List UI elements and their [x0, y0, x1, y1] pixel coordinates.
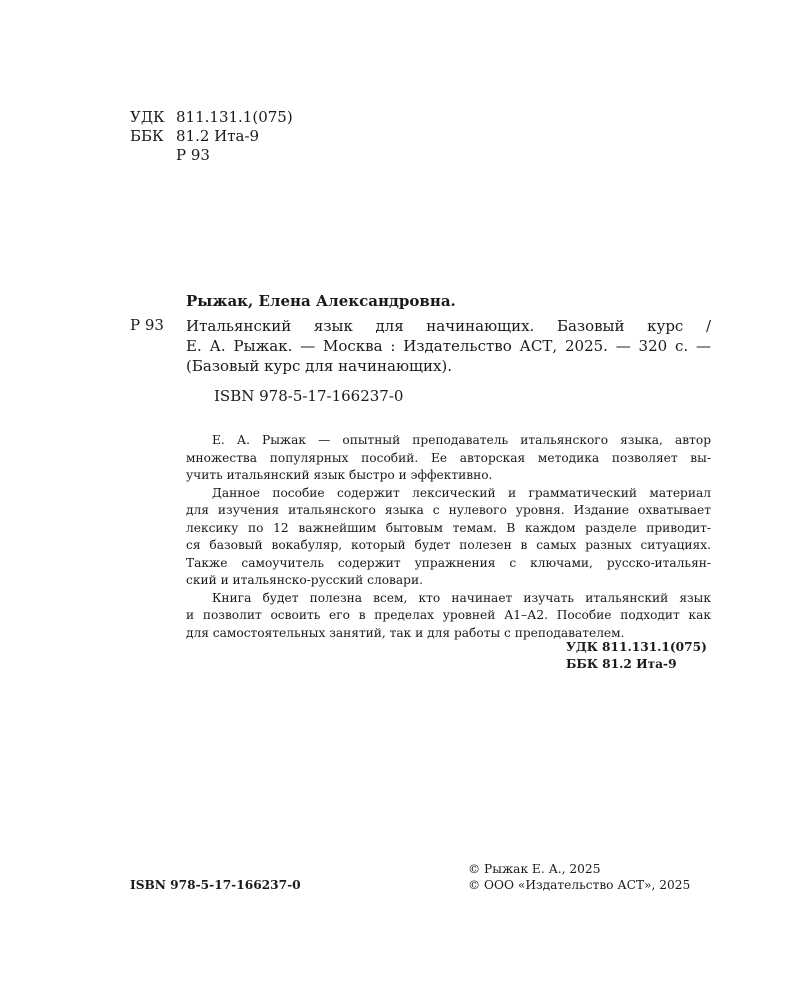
author-sign: Р 93	[176, 146, 210, 164]
biblio-line: Е. А. Рыжак. — Москва : Издательство АСТ, 2025. — 320 с. —	[186, 337, 711, 355]
annotation-line: для изучения итальянского языка с нулевого уровня. Издание охватывает	[186, 503, 711, 517]
udk-value: 811.131.1(075)	[176, 108, 293, 126]
annotation-line: множества популярных пособий. Ее авторская методика позволяет вы-	[186, 450, 711, 465]
annotation-line: Также самоучитель содержит упражнения с ключами, русско-итальян-	[186, 555, 711, 570]
biblio-line: (Базовый курс для начинающих).	[186, 357, 453, 375]
bbk-label: ББК	[130, 127, 164, 145]
author-name: Рыжак, Елена Александровна.	[186, 292, 456, 310]
annotation-line: для самостоятельных занятий, так и для работы с преподавателем.	[186, 625, 625, 640]
bottom-udk: УДК 811.131.1(075)	[566, 640, 707, 654]
annotation-line: лексику по 12 важнейшим бытовым темам. В каждом разделе приводит-	[186, 520, 711, 535]
annotation-line: и позволит освоить его в пределах уровней А1–А2. Пособие подходит как	[186, 608, 711, 622]
copyright-publisher: © ООО «Издательство АСТ», 2025	[468, 878, 691, 892]
annotation-line: ся базовый вокабуляр, который будет полезен в самых разных ситуациях.	[186, 538, 711, 552]
biblio-line: Итальянский язык для начинающих. Базовый курс /	[186, 317, 711, 335]
isbn-line: ISBN 978-5-17-166237-0	[214, 387, 404, 405]
bottom-bbk: ББК 81.2 Ита-9	[566, 657, 677, 671]
entry-author-sign: Р 93	[130, 316, 164, 334]
bbk-value: 81.2 Ита-9	[176, 127, 260, 145]
annotation-line: ский и итальянско-русский словари.	[186, 573, 423, 587]
annotation-line: Данное пособие содержит лексический и грамматический материал	[212, 485, 711, 500]
annotation	[186, 432, 711, 642]
annotation-paragraph	[186, 485, 711, 590]
annotation-paragraph	[186, 432, 711, 485]
annotation-line: Е. А. Рыжак — опытный преподаватель итальянского языка, автор	[212, 433, 711, 447]
annotation-line: учить итальянский язык быстро и эффективно.	[186, 468, 493, 482]
footer-isbn: ISBN 978-5-17-166237-0	[130, 878, 301, 892]
annotation-paragraph	[186, 590, 711, 643]
udk-label: УДК	[130, 108, 165, 126]
annotation-line: Книга будет полезна всем, кто начинает изучать итальянский язык	[212, 590, 711, 605]
copyright-author: © Рыжак Е. А., 2025	[468, 862, 601, 876]
bibliographic-description	[186, 316, 711, 376]
